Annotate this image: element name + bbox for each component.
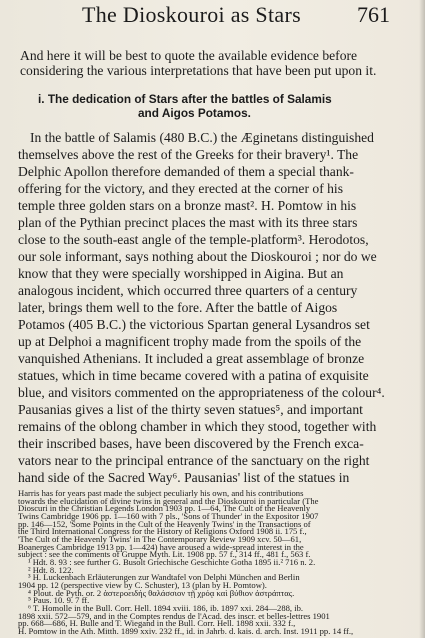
body-line: their inscribed bases, have been discovered by the French exca- [18,436,364,451]
section-heading-line: and Aigos Potamos. [138,106,251,120]
body-line: remains of the oblong chamber in which they stood, together with [18,419,377,434]
body-line: temple three golden stars on a bronze mast². H. Pomtow in his [18,198,357,213]
body-line: vators near to the principal entrance of the sanctuary on the right [18,453,370,468]
footnote-line: Harris has for years past made the subject peculiarly his own, and his contributions [18,488,304,498]
footnote-line: the Third International Congress for the History of Religions Oxford 1908 ii. 175 f., [18,526,307,537]
page-number: 761 [357,2,390,27]
section-heading-line: i. The dedication of Stars after the battles of Salamis [38,92,332,106]
page-header [0,2,425,28]
footnote-line: H. Pomtow in the Ath. Mitth. 1899 xxiv. 232 ff., id. in Jahrb. d. kais. d. arch. Inst. 1911 pp. 14 ff., [18,626,354,636]
body-line: statues, which in time became covered with a patina of exquisite [18,368,369,383]
body-line: Delphic Apollon therefore demanded of them a special thank- [18,164,354,179]
footnote-line: ² Hdt. 8. 122. [28,564,74,575]
body-line: plan of the Pythian precinct places the mast with its three stars [18,215,358,230]
body-line: offering for the victory, and they erected at the corner of his [18,181,343,196]
footnote-line: 'The Cult of the Heavenly Twins' in The Contemporary Review 1909 xcv. 50—61, [18,534,302,544]
body-line: Potamos (405 B.C.) the victorious Spartan general Lysandros set [18,317,370,332]
body-line: later, brings them well to the fore. After the battle of Aigos [18,300,338,315]
intro-line: And here it will be best to quote the available evidence before [20,48,358,63]
footnote-line: towards the elucidation of divine twins in general and the Dioskouroi in particular (The [18,495,319,506]
body-line: close to the south-east angle of the temple-platform³. Herodotos, [18,232,369,247]
footnote-line: Twins Cambridge 1906 pp. 1—160 with 7 pls., 'Sons of Thunder' in the Expositor 1907 [18,511,319,521]
page-edge-shadow [419,0,425,638]
footnote-line: ¹ Hdt. 8. 93 : see further G. Busolt Griechische Geschichte Gotha 1895 ii.² 716 n. 2. [28,557,316,567]
body-line: our sole informant, says nothing about the Dioskouroi ; nor do we [18,249,377,264]
footnote-line: ⁴ Plout. de Pyth. or. 2 ἀστεροειδής θαλάσσιον τῇ χρόᾳ καὶ βύθιον ἀστράπτας. [28,587,295,598]
body-line: analogous incident, which occurred three quarters of a century [18,283,358,298]
footnote-line: 1904 pp. 12 (perspective view by C. Schuster), 13 (plan by H. Pomtow). [18,580,267,590]
footnote-line: ⁶ T. Homolle in the Bull. Corr. Hell. 1894 xviii. 186, ib. 1897 xxi. 284—288, ib. [28,603,304,613]
running-title: The Dioskouroi as Stars [82,2,301,27]
body-line: know that they were specially worshipped in Aigina. But an [18,266,344,281]
body-line: vanquished Athenians. It included a great assemblage of bronze [18,351,365,366]
body-line: up at Delphoi a magnificent trophy made from the spoils of the [18,334,362,349]
body-line: blue, and visitors commented on the appropriateness of the colour⁴. [18,385,385,400]
footnote-line: pp. 146—152, 'Some Points in the Cult of the Heavenly Twins' in the Transactions of [18,518,311,529]
footnote-line: subject : see the comments of Gruppe Myth. Lit. 1908 pp. 57 f., 314 ff., 481 f., 563 f. [18,549,311,560]
body-line: themselves above the rest of the Greeks for their bravery¹. The [18,147,359,162]
footnote-line: 1898 xxii. 572—579, and in the Comptes rendus de l'Acad. des inscr. et belles-lettres 1901 [18,610,330,621]
intro-line: considering the various interpretations that have been put upon it. [20,63,377,78]
body-line: Pausanias gives a list of the thirty seven statues⁵, and important [18,402,363,417]
footnote-line: ³ H. Luckenbach Erläuterungen zur Wandtafel von Delphi München and Berlin [28,572,300,583]
body-line: In the battle of Salamis (480 B.C.) the Æginetans distinguished [30,130,374,145]
body-line: hand side of the Sacred Way⁶. Pausanias' list of the statues in [18,470,350,485]
footnote-line: pp. 668—686, H. Bulle and T. Wiegand in the Bull. Corr. Hell. 1898 xxii. 332 f., [18,618,296,629]
footnote-line: Boanerges Cambridge 1913 pp. 1—424) have aroused a wide-spread interest in the [18,541,304,552]
footnote-line: ⁵ Paus. 10. 9. 7 ff. [28,595,90,606]
footnote-line: Dioscuri in the Christian Legends London 1903 pp. 1—64, The Cult of the Heavenly [18,503,311,514]
